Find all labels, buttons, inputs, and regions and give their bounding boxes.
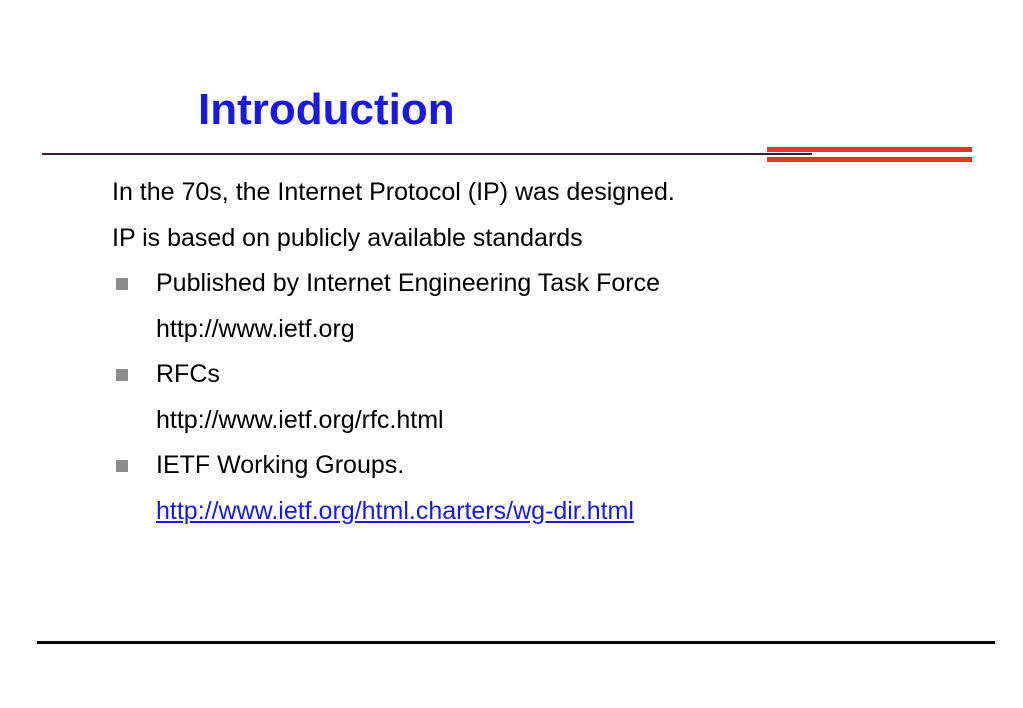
footer-divider — [37, 641, 995, 644]
bullet-label: RFCs — [156, 360, 220, 388]
bullet-item-ietf — [112, 261, 675, 307]
bullet-item-working-groups — [112, 443, 675, 489]
working-groups-link[interactable]: http://www.ietf.org/html.charters/wg-dir.html — [156, 496, 634, 525]
bullet-url-ietf: http://www.ietf.org — [156, 314, 355, 343]
bullet-url-rfcs: http://www.ietf.org/rfc.html — [156, 405, 444, 434]
accent-bar-bottom — [767, 157, 972, 162]
accent-bar-top — [767, 147, 972, 152]
bullet-url-working-groups-row — [112, 489, 675, 535]
body-line-1: In the 70s, the Internet Protocol (IP) was designed. — [112, 178, 675, 206]
bullet-item-rfcs — [112, 352, 675, 398]
bullet-label: IETF Working Groups. — [156, 451, 405, 479]
square-bullet-icon — [116, 278, 128, 290]
title-divider — [42, 153, 812, 155]
square-bullet-icon — [116, 369, 128, 381]
slide-title: Introduction — [198, 85, 455, 134]
bullet-label: Published by Internet Engineering Task Force — [156, 269, 661, 297]
slide-body — [112, 170, 675, 534]
body-line-2: IP is based on publicly available standards — [112, 223, 583, 252]
square-bullet-icon — [116, 460, 128, 472]
